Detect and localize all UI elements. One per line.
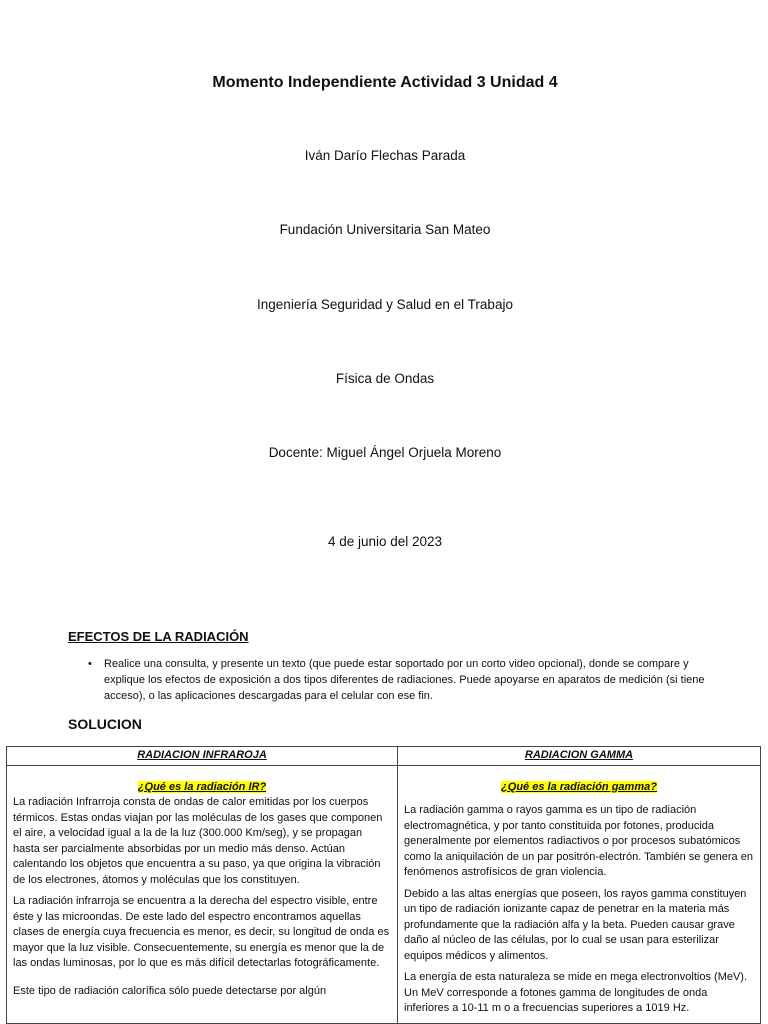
gamma-question: ¿Qué es la radiación gamma? <box>501 780 657 793</box>
infrared-cell <box>7 765 398 1023</box>
infrared-paragraph-2: La radiación infrarroja se encuentra a la derecha del espectro visible, entre éste y las microondas. De este lado del espectro encontramos aquellas clases de energía cuya frecuencia es menor, es decir, su longitud de onda es mayor que la luz visible. Consecuentemente, su energía es menor que la de las ondas luminosas, por lo que es más difícil detectarlas fotográficamente. <box>13 895 390 969</box>
infrared-question: ¿Qué es la radiación IR? <box>137 780 267 793</box>
gamma-cell <box>398 765 761 1023</box>
infrared-paragraph-3: Este tipo de radiación calorífica sólo puede detectarse por algún <box>13 984 327 997</box>
infrared-paragraph-1: La radiación Infrarroja consta de ondas de calor emitidas por los cuerpos térmicos. Estas ondas viajan por las moléculas de los gases que componen el aire, a velocidad igual a la de la luz (300.000 Km/seg), y se propagan hasta ser parcialmente absorbidas por un medio más denso. Actúan calentando los objetos que encuentra a su paso, ya que origina la vibración de los electrones, átomos y moléculas que los constituyen. <box>13 796 383 886</box>
comparison-table <box>6 746 761 1024</box>
gamma-paragraph-2: Debido a las altas energías que poseen, los rayos gamma constituyen un tipo de radiación ionizante capaz de penetrar en la materia más profundamente que la radiación alfa y la beta. Pueden causar grave daño al núcleo de las células, por lo cual se usan para esterilizar equipos médicos y alimentos. <box>404 887 747 962</box>
gamma-paragraph-1: La radiación gamma o rayos gamma es un tipo de radiación electromagnética, y por tanto constituida por fotones, producida generalmente por elementos radiactivos o por procesos subatómicos como la aniquilación de un par positrón-electrón. También se genera en fenómenos astrofísicos de gran violencia. <box>404 804 753 878</box>
program-name: Ingeniería Seguridad y Salud en el Trabajo <box>257 297 513 312</box>
document-title: Momento Independiente Actividad 3 Unidad 4 <box>212 74 558 91</box>
header-gamma: RADIACION GAMMA <box>398 747 761 766</box>
bullet-dot-icon: • <box>88 658 92 670</box>
header-infrared: RADIACION INFRAROJA <box>7 747 398 766</box>
instruction-bullet <box>88 656 728 704</box>
gamma-paragraph-3: La energía de esta naturaleza se mide en mega electronvoltios (MeV). Un MeV corresponde a fotones gamma de longitudes de onda inferiores a 10-11 m o a frecuencias superiores a 1019 Hz. <box>404 971 748 1014</box>
author-name: Iván Darío Flechas Parada <box>304 148 466 163</box>
document-date: 4 de junio del 2023 <box>327 534 443 549</box>
course-name: Física de Ondas <box>335 371 435 386</box>
institution-name: Fundación Universitaria San Mateo <box>279 222 491 237</box>
table-header-row <box>7 747 761 766</box>
teacher-name: Docente: Miguel Ángel Orjuela Moreno <box>268 445 502 460</box>
table-row <box>7 765 761 1023</box>
section-heading: EFECTOS DE LA RADIACIÓN <box>68 629 249 644</box>
instruction-text: Realice una consulta, y presente un texto (que puede estar soportado por un corto video opcional), donde se compare y explique los efectos de exposición a dos tipos diferentes de radiaciones. Puede apoyarse en aparatos de medición (si tiene acceso), o las aplicaciones descargadas para el celular con ese fin. <box>104 658 705 702</box>
solution-label: SOLUCION <box>68 716 142 732</box>
